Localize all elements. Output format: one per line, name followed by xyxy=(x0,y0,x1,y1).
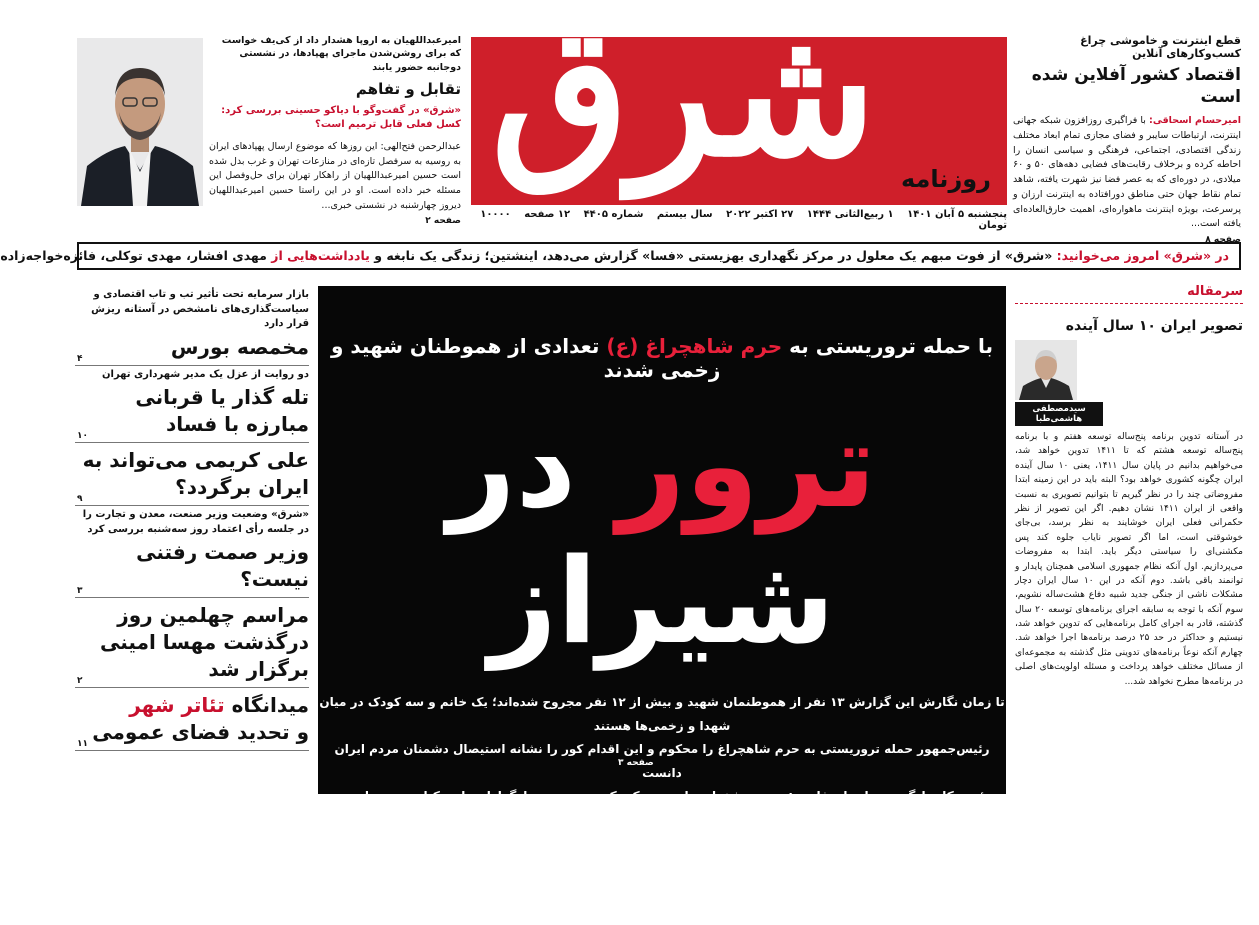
top-right-kicker: قطع اینترنت و خاموشی چراغ کسب‌وکارهای آنلاین xyxy=(1080,34,1241,60)
lead-bullet: عامل حادثه تروریستی شاهچراغ، عنصر وهابی - تکفیری است xyxy=(482,905,842,920)
author-portrait-icon xyxy=(1015,340,1077,400)
photo-amirabdollahian xyxy=(77,38,203,206)
editorial-column[interactable] xyxy=(1015,284,1243,800)
story-headline[interactable]: تله گذار یا قربانی مبارزه با فساد xyxy=(135,385,309,436)
story-page-number: ۲ xyxy=(77,676,83,686)
lead-subheadline xyxy=(318,334,1006,382)
lead-bullet: تا زمان نگارش این گزارش ۱۳ نفر از هموطنمان شهید و بیش از ۱۲ نفر مجروح شده‌اند؛ یک خانم و سه کودک در میان شهدا و زخمی‌ها هستند xyxy=(319,695,1005,733)
lead-headline[interactable] xyxy=(318,398,1006,669)
lead-sub-before: با حمله تروریستی به xyxy=(789,334,993,358)
lead-bullet: سخنگوی سازمان ملل: حمله به یک مکان مذهبی در ایران و اقدامات تروریستی را محکوم می‌کنیم xyxy=(378,835,946,850)
date-line xyxy=(471,209,1007,231)
lead-sub-after: تعدادی از هموطنان شهید و زخمی شدند xyxy=(330,334,721,382)
top-right-author: امیرحسام اسحاقی: xyxy=(1149,115,1242,127)
story-mahsa-amini[interactable] xyxy=(75,598,309,688)
ticker-names: مهدی افشار، مهدی توکلی، فائزه‌خواجه‌زاده xyxy=(0,248,267,263)
story-headline[interactable]: وزیر صمت رفتنی نیست؟ xyxy=(136,540,309,591)
editorial-author-block xyxy=(1015,340,1243,424)
year-number: سال بیستم xyxy=(656,209,713,220)
editorial-label: سرمقاله xyxy=(1015,284,1243,304)
ticker-text: «شرق» از فوت مبهم یک معلول در مرکز نگهداری بهزیستی «فسا» گزارش می‌دهد، اینشتین؛ زندگی یک نابغه xyxy=(386,248,1053,263)
date-hijri: ۱ ربیع‌الثانی ۱۴۴۴ xyxy=(806,209,894,220)
lead-bullet-list xyxy=(318,691,1006,925)
top-left-headline[interactable]: تقابل و تفاهم xyxy=(355,79,461,98)
story-kicker: دو روایت از عزل یک مدیر شهرداری تهران xyxy=(102,368,309,380)
date-weekday: پنجشنبه ۵ آبان ۱۴۰۱ xyxy=(907,209,1007,220)
story-bourse[interactable] xyxy=(75,286,309,366)
left-column-stories xyxy=(75,286,309,800)
top-left-kicker: امیرعبداللهیان به اروپا هشدار داد از کی‌یف خواست که برای روشن‌شدن ماجرای پهپادها، در نشستی دوجانبه حضور یابند xyxy=(221,35,461,73)
date-gregorian: ۲۷ اکتبر ۲۰۲۲ xyxy=(726,209,794,220)
top-left-body: عبدالرحمن فتح‌الهی: این روزها که موضوع ارسال پهپادهای ایران به روسیه به سرفصل تازه‌ای در منازعات تهران و غرب بدل شده است حسین امیرعبداللهیان از راهکار تهران برای حل‌وفصل این مسئله خبر داده است. او در این راستا حسین امیرعبداللهیان دیروز چهارشنبه در نشستی خبری... xyxy=(209,140,461,211)
logo-main-text: شرق xyxy=(491,0,877,196)
story-ali-karimi[interactable] xyxy=(75,443,309,506)
story-headline[interactable]: مخمصه بورس xyxy=(170,334,309,359)
story-page-number: ۱۰ xyxy=(77,431,88,441)
newspaper-logo xyxy=(471,0,1007,205)
lead-bullet: رسانه نزدیک به شورای عالی امنیت ملی: تروریست‌ها دارای ملیت ایرانی نیستند xyxy=(428,859,896,874)
editorial-body: در آستانه تدوین برنامه پنج‌ساله توسعه هفتم و با برنامه پنج‌ساله توسعه هشتم که تا ۱۴۱۱ تدوین خواهد شد، می‌خواهیم بدانیم در پایان سال ۱۴۱۱، یعنی ۱۰ سال آینده ایران چگونه کشوری خواهد بود؟ البته باید در این زمینه ابتدا مفروضاتی چند را در نظر گیریم تا بتوانیم تصویری به نسبت واقعی از ایران ۱۴۱۱ نشان دهیم. اگر این تصویر از نظر حکمرانی فعلی ایران خوشایند به نظر برسد، بی‌جای خوشوقتی است، اما اگر تصویر نایاب جلوه کند پس مکشنی‌ای را سیاستی دیگر باید. ابتدا به مفروضات می‌پردازیم. اول آنکه نظام جمهوری اسلامی همچنان پایدار و توانمند باقی باشد. دوم آنکه در این ۱۰ سال ایران دچار مشکلات ناشی از جنگی جدید شبیه دفاع هشت‌ساله نشویم، سوم آنکه با توجه به سابقه اجرای برنامه‌های توسعه ۲۰ سال گذشته، قادر به اجرای کامل برنامه‌هایی که تدوین خواهد شد، نیستیم و حداکثر در حد ۲۵ درصد برنامه‌ها اجرا خواهد شد. چهارم آنکه نوعاً برنامه‌های تدوینی مثل گذشته به مجموعه‌ای از مسائل مختلف خواهد پرداخت و مسئله اولویت‌های اصلی در برنامه‌ها مطرح نخواهد شد... xyxy=(1015,432,1244,687)
ticker-and: و xyxy=(374,248,382,263)
story-kicker: بازار سرمایه تحت تأثیر تب و تاب اقتصادی و سیاست‌گذاری‌های نامشخص در آستانه ریزش قرار دارد xyxy=(91,289,309,329)
story-headline[interactable] xyxy=(75,692,309,746)
story-headline-red: تئاتر شهر xyxy=(129,693,225,717)
today-in-sharq-ticker[interactable] xyxy=(0,242,1241,270)
story-city-theater[interactable] xyxy=(75,688,309,751)
story-headline-after: و تحدید فضای عمومی xyxy=(92,720,309,744)
editorial-author: سیدمصطفی هاشمی‌طبا xyxy=(1015,402,1103,426)
top-left-story[interactable] xyxy=(209,34,461,226)
top-right-text: با فراگیری روزافزون شبکه جهانی اینترنت، ارتباطات سایبر و فضای مجازی تمام ابعاد مختلف زندگی اقتصادی، اجتماعی، فرهنگی و سیاسی انسان را احاطه کرده و برخلاف رقابت‌های فضایی دهه‌های ۵۰ و ۶۰ میلادی، در دوره‌ای که به عصر فضا نیز شهرت یافته، شاهد تمام نقاط جهان حتی مناطق دورافتاده به اینترنت ارزان و پرسرعت، بویژه اینترنت ماهواره‌ای، اهمیت خارق‌العاده‌ای یافته است... xyxy=(1013,115,1241,230)
lead-sub-red: حرم شاهچراغ (ع) xyxy=(606,334,783,358)
top-right-story[interactable] xyxy=(1013,34,1241,245)
photo-hashemi-taba xyxy=(1015,340,1077,400)
lead-headline-red: ترور xyxy=(617,396,877,534)
top-left-page-ref: صفحه ۲ xyxy=(425,216,461,227)
issue-number: شماره ۴۴۰۵ xyxy=(583,209,644,220)
logo-sub-text: روزنامه xyxy=(901,165,991,193)
story-page-number: ۴ xyxy=(77,353,83,364)
top-right-body xyxy=(1013,114,1241,232)
story-kicker: «شرق» وضعیت وزیر صنعت، معدن و تجارت را در جلسه رأی اعتماد روز سه‌شنبه بررسی کرد xyxy=(82,509,309,535)
top-right-page-ref: صفحه ۸ xyxy=(1205,234,1241,245)
story-tehran-municipality[interactable] xyxy=(75,366,309,444)
lead-bullet: رئیس‌جمهور حمله تروریستی به حرم شاهچراغ را محکوم و این اقدام کور را نشانه استیصال دشمنان مردم ایران دانست xyxy=(334,742,990,780)
editorial-headline[interactable]: تصویر ایران ۱۰ سال آینده xyxy=(1065,318,1243,334)
price: ۱۰۰۰۰ تومان xyxy=(480,209,1007,231)
story-headline[interactable]: علی کریمی می‌تواند به ایران برگردد؟ xyxy=(82,448,309,499)
lead-bullet: وزیر کشور: این حادثه توطئه و پرده دیگری از جنایات دشمن بود xyxy=(476,882,848,897)
page-count: ۱۲ صفحه xyxy=(524,209,571,220)
lead-bullet: رئیس کل دادگستری استان فارس: مردم مشغول نماز بودند که یک تروریست نمازگزاران را در کنار حرم مطهر به رگبار بست xyxy=(332,788,992,827)
story-headline-before: میدانگاه xyxy=(231,693,309,717)
story-headline[interactable]: مراسم چهلمین روز درگذشت مهسا امینی برگزار شد xyxy=(100,603,309,681)
story-industry-minister[interactable] xyxy=(75,506,309,598)
story-page-number: ۳ xyxy=(77,586,83,596)
lead-headline-white: در شیراز xyxy=(447,396,835,670)
story-page-number: ۹ xyxy=(77,494,83,504)
top-right-headline[interactable]: اقتصاد کشور آفلاین شده است xyxy=(1031,65,1241,108)
lead-page-ref: صفحه ۳ xyxy=(618,758,654,768)
lead-story-box[interactable] xyxy=(318,286,1006,920)
ticker-notes-lead: یادداشت‌هایی از xyxy=(271,248,370,263)
story-page-number: ۱۱ xyxy=(77,739,88,749)
top-left-red-subhead: «شرق» در گفت‌وگو با دیاکو حسینی بررسی کرد: کسل فعلی قابل ترمیم است؟ xyxy=(221,104,461,130)
ticker-lead: در «شرق» امروز می‌خوانید: xyxy=(1056,248,1229,263)
portrait-illustration-icon xyxy=(77,38,203,206)
